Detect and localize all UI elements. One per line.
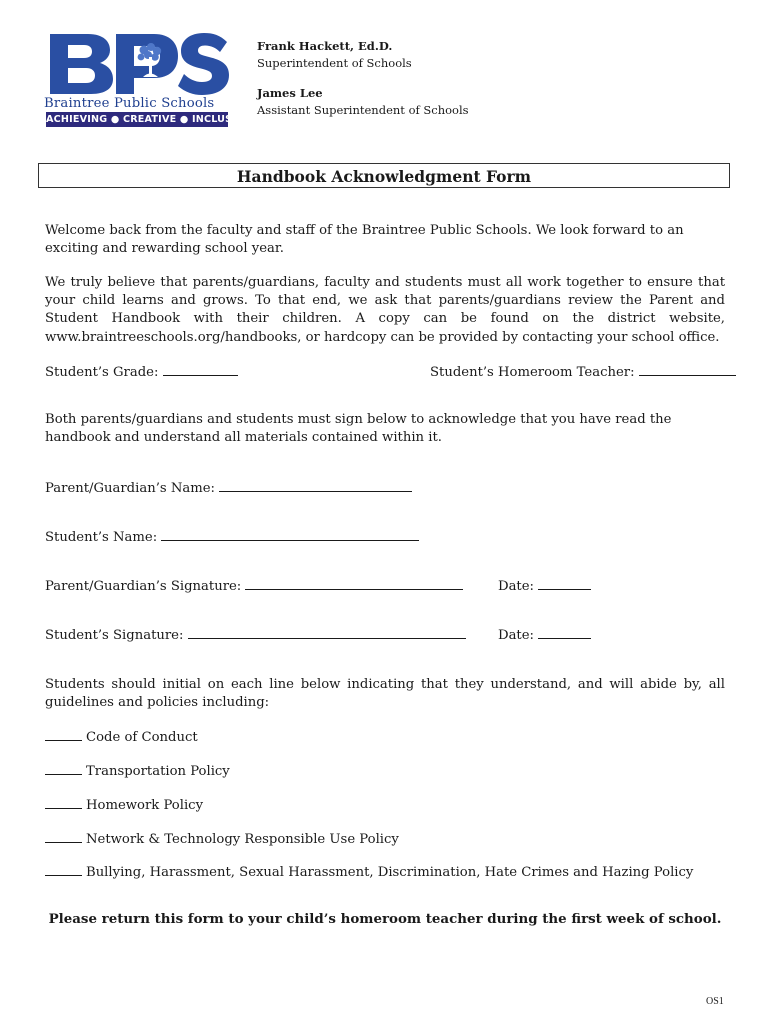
officials-block xyxy=(257,38,469,132)
parent-name-label: Parent/Guardian’s Name: xyxy=(45,481,216,496)
return-instructions: Please return this form to your child’s homeroom teacher during the first week of school. xyxy=(48,911,722,927)
initial-input-line[interactable] xyxy=(45,728,82,741)
date-label: Date: xyxy=(498,628,534,643)
policy-item xyxy=(45,762,230,779)
date-label: Date: xyxy=(498,579,534,594)
student-date-field xyxy=(498,626,591,643)
parent-name-input-line[interactable] xyxy=(219,479,412,492)
student-signature-field xyxy=(45,626,466,643)
student-name-label: Student’s Name: xyxy=(45,530,158,545)
grade-input-line[interactable] xyxy=(163,363,238,376)
teacher-field xyxy=(430,363,736,380)
policy-label: Code of Conduct xyxy=(86,730,198,745)
acknowledge-paragraph: Both parents/guardians and students must sign below to acknowledge that you have read the handbook and understand all materials contained within it. xyxy=(45,412,672,446)
student-name-field xyxy=(45,528,419,545)
official-title: Superintendent of Schools xyxy=(257,56,412,70)
initial-input-line[interactable] xyxy=(45,796,82,809)
teacher-input-line[interactable] xyxy=(639,363,736,376)
parent-name-field xyxy=(45,479,412,496)
policy-item xyxy=(45,796,203,813)
official-name: James Lee xyxy=(257,86,323,100)
logo-district-name: Braintree Public Schools xyxy=(44,96,215,111)
bps-logo-icon xyxy=(44,30,232,96)
district-logo xyxy=(44,30,251,130)
parent-date-field xyxy=(498,577,591,594)
official-name: Frank Hackett, Ed.D. xyxy=(257,39,393,53)
parent-date-input-line[interactable] xyxy=(538,577,591,590)
initial-input-line[interactable] xyxy=(45,863,82,876)
initial-instructions: Students should initial on each line below indicating that they understand, and will abide by, all guidelines and policies including: xyxy=(45,677,725,711)
student-name-input-line[interactable] xyxy=(161,528,419,541)
body-paragraph: We truly believe that parents/guardians, faculty and students must all work together to ensure that your child learns and grows. To that end, we ask that parents/guardians review the Parent and Student Handbook with their children. A copy can be found on the district website, www.braintreeschools.org/handbooks, or hardcopy can be provided by contacting your school office. xyxy=(45,275,725,345)
grade-field xyxy=(45,363,238,380)
policy-label: Network & Technology Responsible Use Policy xyxy=(86,832,399,847)
grade-label: Student’s Grade: xyxy=(45,365,159,380)
student-signature-input-line[interactable] xyxy=(188,626,466,639)
official-title: Assistant Superintendent of Schools xyxy=(257,103,469,117)
intro-paragraph: Welcome back from the faculty and staff of the Braintree Public Schools. We look forward to an exciting and rewarding school year. xyxy=(45,223,684,257)
student-date-input-line[interactable] xyxy=(538,626,591,639)
logo-tagline: ACHIEVING ● CREATIVE ● INCLUSIVE xyxy=(46,114,251,125)
parent-signature-input-line[interactable] xyxy=(245,577,463,590)
initial-input-line[interactable] xyxy=(45,762,82,775)
official-superintendent xyxy=(257,38,469,72)
policy-item xyxy=(45,863,693,880)
student-signature-label: Student’s Signature: xyxy=(45,628,184,643)
initial-input-line[interactable] xyxy=(45,830,82,843)
policy-label: Bullying, Harassment, Sexual Harassment, Discrimination, Hate Crimes and Hazing Policy xyxy=(86,865,694,880)
form-code: OS1 xyxy=(706,996,724,1007)
official-assistant-superintendent xyxy=(257,85,469,119)
teacher-label: Student’s Homeroom Teacher: xyxy=(430,365,635,380)
policy-label: Homework Policy xyxy=(86,798,204,813)
policy-item xyxy=(45,728,198,745)
parent-signature-field xyxy=(45,577,463,594)
form-title: Handbook Acknowledgment Form xyxy=(38,163,730,188)
policy-item xyxy=(45,830,399,847)
parent-signature-label: Parent/Guardian’s Signature: xyxy=(45,579,242,594)
policy-label: Transportation Policy xyxy=(86,764,230,779)
